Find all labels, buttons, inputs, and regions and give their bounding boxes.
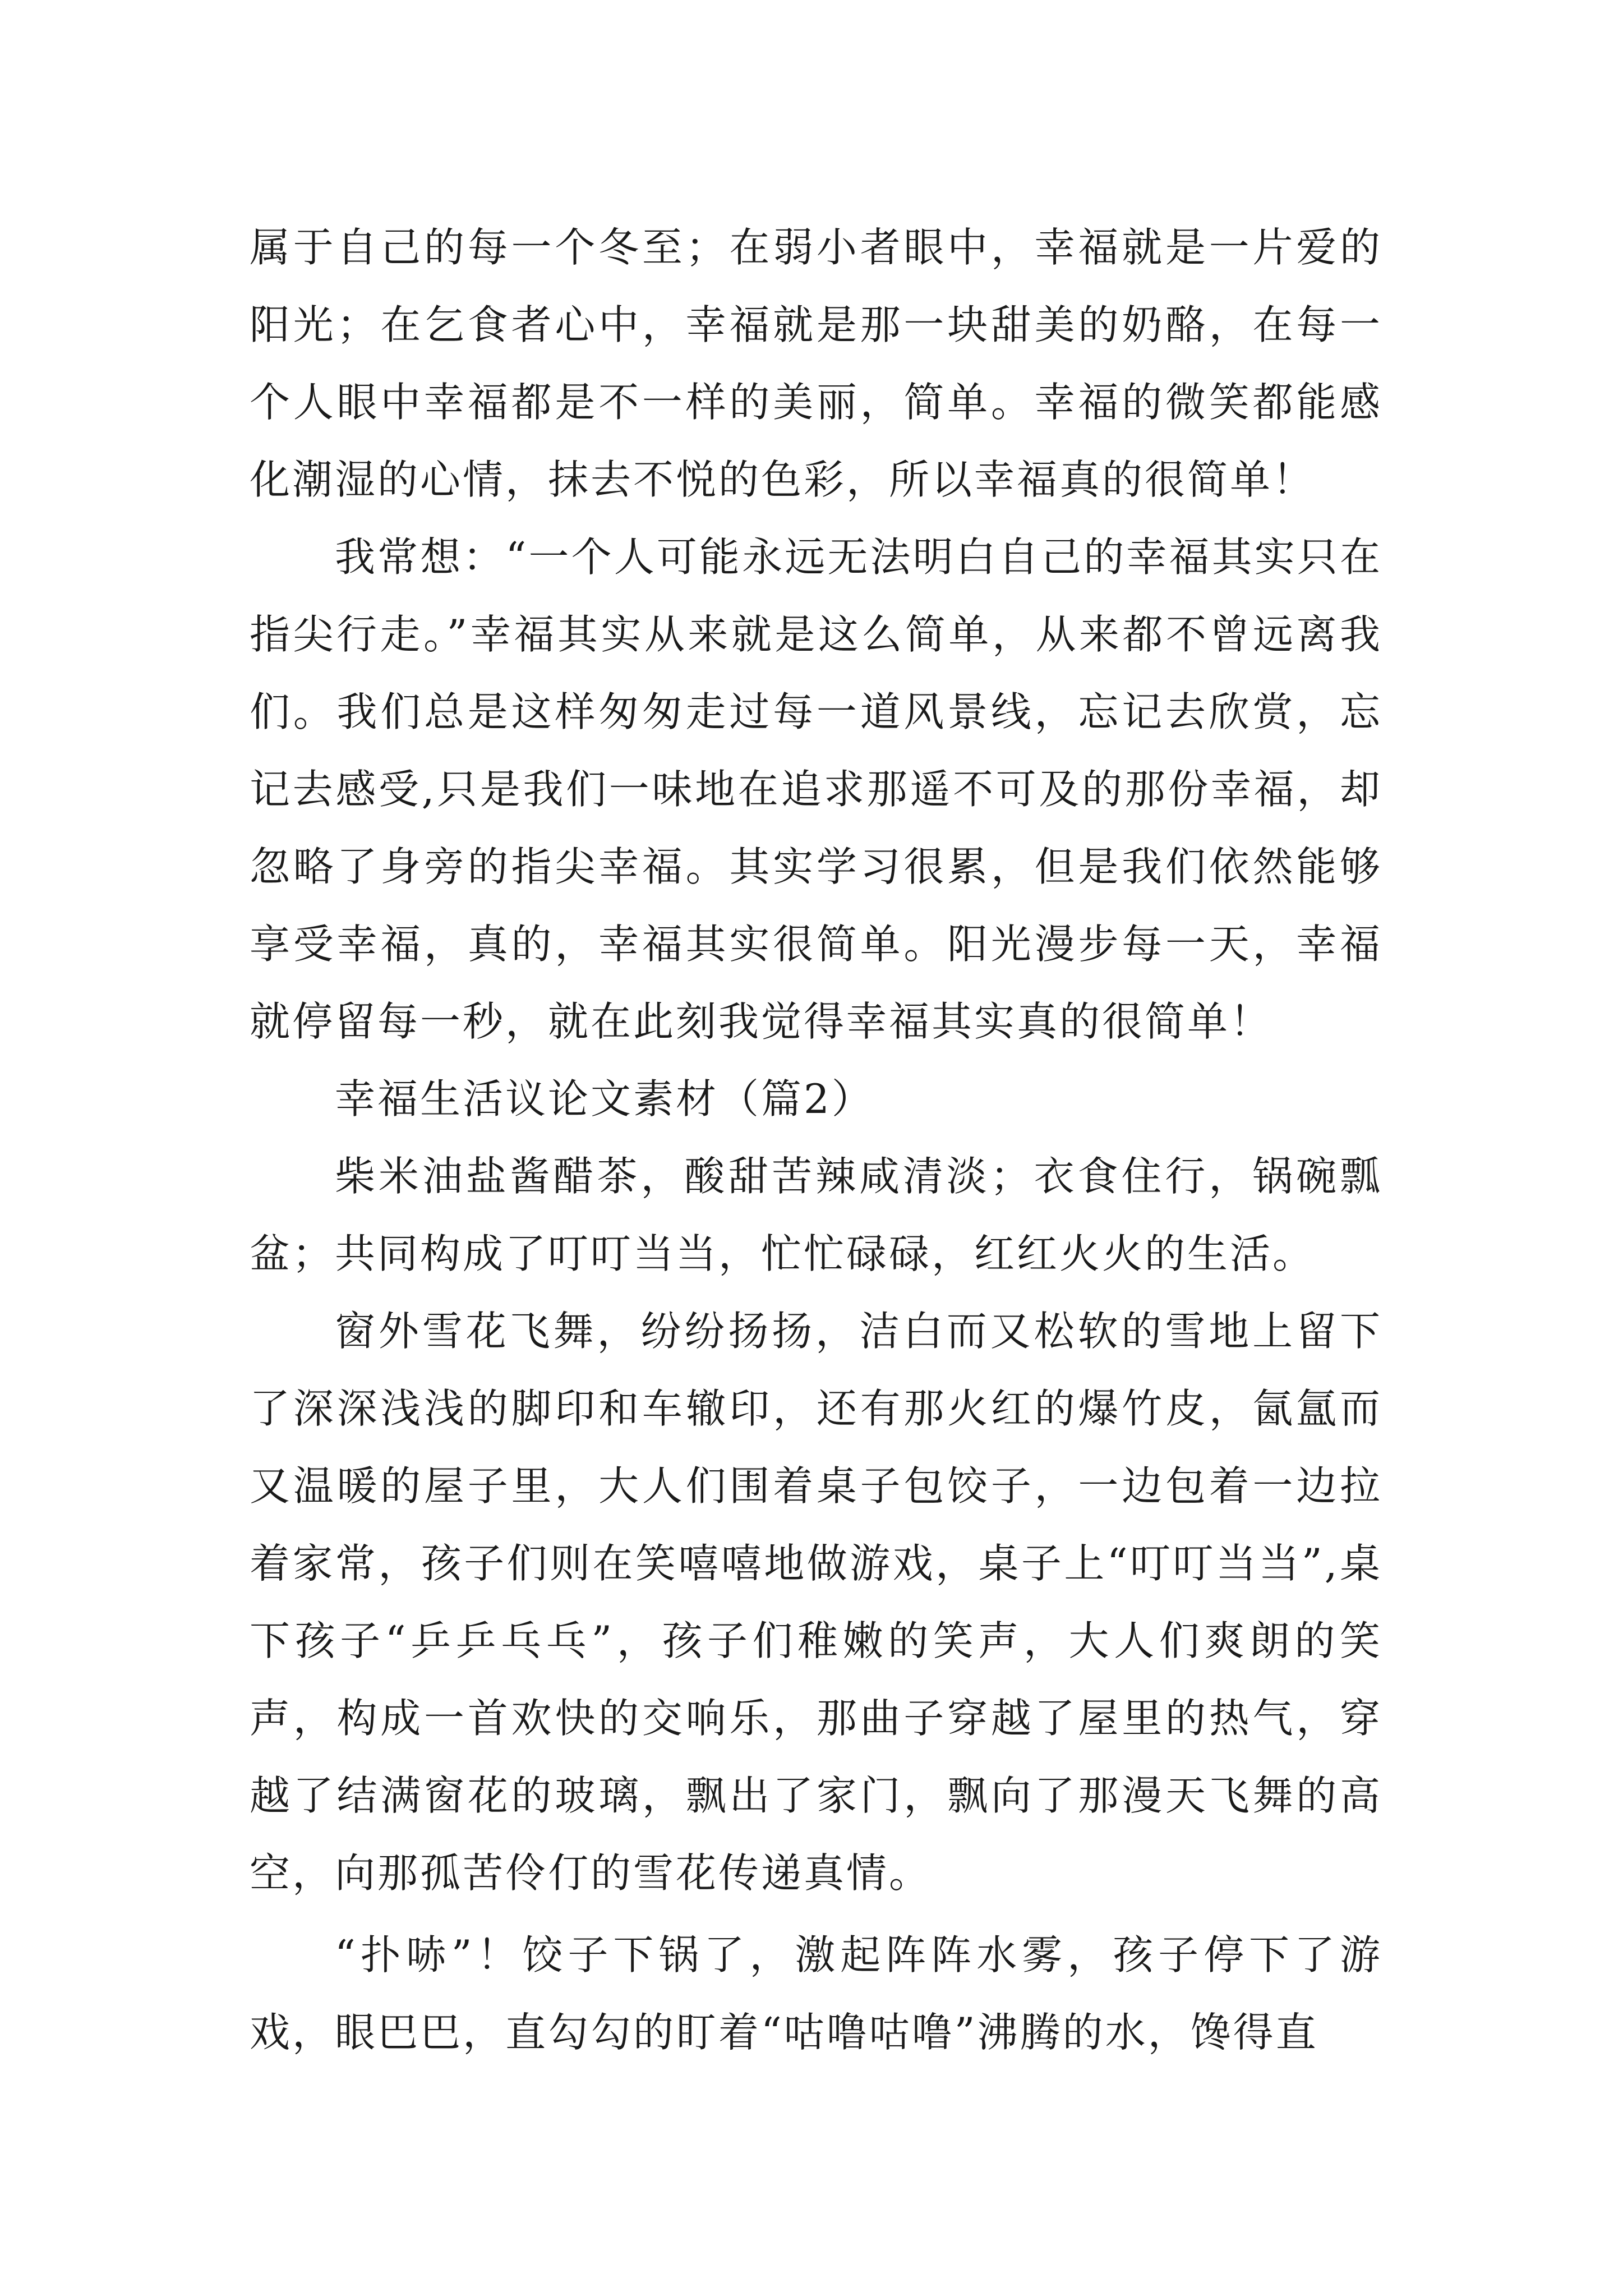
paragraph-daily-life: 柴米油盐酱醋茶，酸甜苦辣咸清淡；衣食住行，锅碗瓢盆；共同构成了叮叮当当，忙忙碌碌，红红火火的生活。 <box>250 1153 1382 1277</box>
document-body <box>250 209 1382 2071</box>
paragraph-snow-scene: 窗外雪花飞舞，纷纷扬扬，洁白而又松软的雪地上留下了深深浅浅的脚印和车辙印，还有那火红的爆竹皮，氤氲而又温暖的屋子里，大人们围着桌子包饺子，一边包着一边拉着家常，孩子们则在笑嘻嘻地做游戏，桌子上“叮叮当当”,桌下孩子“乒乒乓乓”，孩子们稚嫩的笑声，大人们爽朗的笑声，构成一首欢快的交响乐，那曲子穿越了屋里的热气，穿越了结满窗花的玻璃，飘出了家门，飘向了那漫天飞舞的高空，向那孤苦伶仃的雪花传递真情。 <box>250 1308 1382 1897</box>
section-heading: 幸福生活议论文素材（篇2） <box>335 1075 874 1122</box>
paragraph-dumplings: “扑哧”！饺子下锅了，激起阵阵水雾，孩子停下了游戏，眼巴巴，直勾勾的盯着“咕噜咕噜”沸腾的水，馋得直 <box>250 1931 1382 2056</box>
paragraph-reflection: 我常想：“一个人可能永远无法明白自己的幸福其实只在指尖行走。”幸福其实从来就是这么简单，从来都不曾远离我们。我们总是这样匆匆走过每一道风景线，忘记去欣赏，忘记去感受,只是我们一味地在追求那遥不可及的那份幸福，却忽略了身旁的指尖幸福。其实学习很累，但是我们依然能够享受幸福，真的，幸福其实很简单。阳光漫步每一天，幸福就停留每一秒，就在此刻我觉得幸福其实真的很简单！ <box>250 533 1382 1045</box>
paragraph-continued: 属于自己的每一个冬至；在弱小者眼中，幸福就是一片爱的阳光；在乞食者心中，幸福就是那一块甜美的奶酪，在每一个人眼中幸福都是不一样的美丽，简单。幸福的微笑都能感化潮湿的心情，抹去不悦的色彩，所以幸福真的很简单！ <box>250 224 1382 503</box>
